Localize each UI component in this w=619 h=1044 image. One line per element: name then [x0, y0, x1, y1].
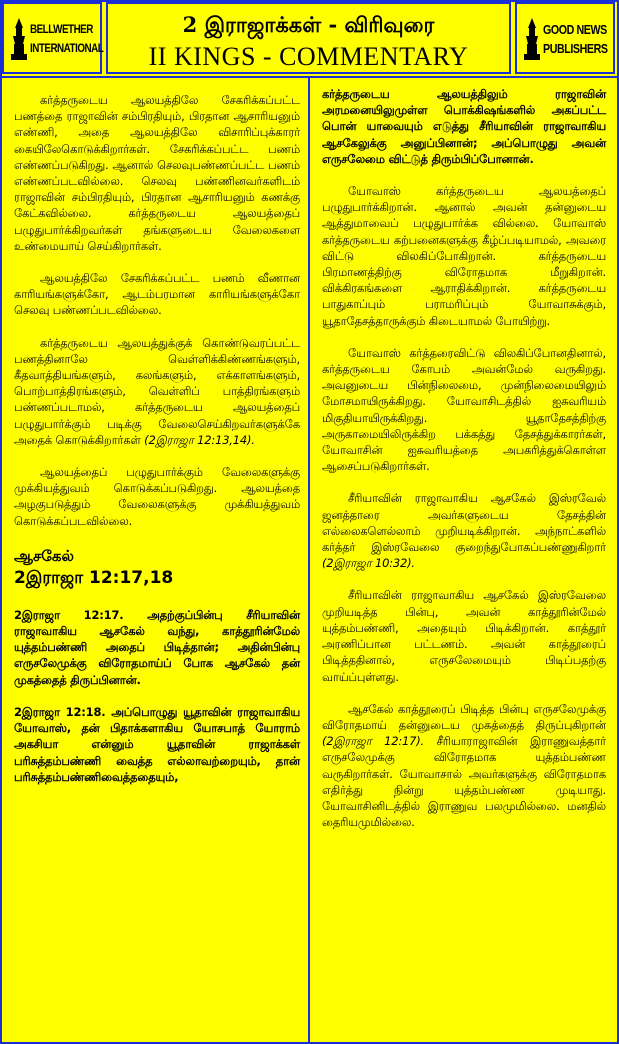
scripture-reference: (2இராஜா 12:13,14). [144, 432, 255, 447]
section-heading [14, 545, 300, 589]
scripture-reference: (2இராஜா 10:32). [322, 556, 415, 571]
paragraph [14, 270, 300, 319]
paragraph [322, 701, 606, 831]
paragraph-text: சீரியாராஜாவின் இராணுவத்தார் எருசலேமுக்கு விரோதமாக யுத்தம்பண்ண வருகிறார்கள். யோவாசால் அவர்களுக்கு விரோதமாக எதிர்த்து நின்று யுத்தம்பண்ண முடியாது. யோவாசினிடத்தில் இராணுவ பலமுமில்லை. மனதில் தைரியமுமில்லை. [322, 734, 606, 830]
section-heading-name: ஆசகேல் [14, 546, 74, 565]
scripture-reference: (2இராஜா 12:17). [322, 734, 425, 749]
paragraph-text: யோவாஸ் கர்த்தருடைய ஆலயத்தைப் பழுதுபார்க்கிறான். ஆனால் அவன் தன்னுடைய ஆத்துமாவைப் பழுதுபார்க்க வில்லை. யோவாஸ் கர்த்தருடைய கற்பனைகளுக்கு கீழ்ப்படியாமல், அவரை விட்டு விலகிப்போகிறான். கர்த்தருடைய பிரமாணத்திற்கு விரோதமாக மீறுகிறான். விக்கிரகங்களை ஆராதிக்கிறான். கர்த்தருடைய பாதுகாப்பும் பராமரிப்பும் யோவாசுக்கும், யூதாதேசத்தாருக்கும் கிடையாமல் போயிற்று. [322, 184, 606, 328]
paragraph-text: ஆலயத்திலே சேகரிக்கப்பட்ட பணம் வீணான காரியங்களுக்கோ, ஆடம்பரமான காரியங்களுக்கோ செலவு பண்ணப்படவில்லை. [14, 271, 300, 318]
logo-line-1: BELLWETHER [30, 22, 93, 36]
scripture-verse [14, 607, 300, 688]
paragraph [322, 490, 606, 571]
bellwether-logo-text [30, 20, 104, 58]
paragraph [322, 345, 606, 475]
page-header [0, 0, 619, 78]
title-tamil: 2 இராஜாக்கள் - விரிவுரை [182, 12, 435, 37]
title-box [106, 2, 511, 74]
paragraph-text: ஆலயத்தைப் பழுதுபார்க்கும் வேலைகளுக்கு முக்கியத்துவம் கொடுக்கப்படுகிறது. ஆலயத்தை அழகுபடுத்தும் வேலைகளுக்கு முக்கியத்துவம் கொடுக்கப்படவில்லை. [14, 465, 300, 528]
paragraph-text: ஆசகேல் காத்தூரைப் பிடித்த பின்பு எருசலேமுக்கு விரோதமாய் தன்னுடைய முகத்தைத் திருப்புகிறான் [322, 701, 606, 732]
section-heading-reference: 2இராஜா 12:17,18 [14, 567, 174, 588]
scripture-verse [322, 86, 606, 167]
verse-text: கர்த்தருடைய ஆலயத்திலும் ராஜாவின் அரமனையிலுமுள்ள பொக்கிஷங்களில் அகப்பட்ட பொன் யாவையும் எடுத்து சீரியாவின் ராஜாவாகிய ஆசகேலுக்கு அனுப்பினான்; அப்பொழுது அவன் எருசலேமை விட்டுத் திரும்பிப்போனான். [322, 87, 606, 166]
paragraph [14, 464, 300, 529]
paragraph-text: யோவாஸ் கர்த்தரைவிட்டு விலகிப்போனதினால், கர்த்தருடைய கோபம் அவன்மேல் வருகிறது. அவனுடைய பின்நிலைமை, முன்நிலைமையிலும் மோசமாயிருக்கிறது. யோவாசிடத்தில் ஐசுவரியம் மிகுதியாயிருக்கிறது. யூதாதேசத்திற்கு அருகாமையிலிருக்கிற பக்கத்து தேசத்துக்காரர்கள், யோவாசின் ஐசுவரியத்தை அபகரித்துக்கொள்ள ஆசைப்படுகிறார்கள். [322, 345, 606, 474]
right-column [322, 86, 606, 846]
paragraph [322, 183, 606, 329]
scripture-verse [14, 704, 300, 785]
good-news-logo-text [543, 20, 608, 58]
paragraph [14, 92, 300, 254]
paragraph [322, 587, 606, 684]
bell-tower-icon [523, 18, 541, 60]
good-news-logo [515, 2, 615, 74]
paragraph-text: சீரியாவின் ராஜாவாகிய ஆசகேல் இஸ்ரவேல் ஜனத்தாரை அவர்களுடைய தேசத்தின் எல்லைகளெல்லாம் முறியடிக்கிறான். அந்நாட்களில் கர்த்தர் இஸ்ரவேலை குறைந்துபோகப்பண்ணுகிறார் [322, 491, 606, 555]
paragraph-text: கர்த்தருடைய ஆலயத்துக்குக் கொண்டுவரப்பட்ட பணத்தினாலே வெள்ளிக்கிண்ணங்களும், கீதவாத்தியங்களும், கலங்களும், எக்காளங்களும், பொற்பாத்திரங்களும், வெள்ளிப் பாத்திரங்களும் பண்ணப்படாமல், கர்த்தருடைய ஆலயத்தைப் பழுதுபார்க்கும் படிக்கு வேலைசெய்கிறவர்களுக்கே அதைக் கொடுக்கிறார்கள் [14, 335, 300, 447]
left-column [14, 92, 300, 801]
paragraph-text: கர்த்தருடைய ஆலயத்திலே சேகரிக்கப்பட்ட பணத்தை ராஜாவின் சம்பிரதியும், பிரதான ஆசாரியனும் எண்ணி, அதை ஆலயத்திலே விசாரிப்புக்காரர் கையிலேகொடுக்கிறார்கள். சேகரிக்கப்பட்ட பணம் எண்ணப்படுகிறது. ஆனால் செலவுபண்ணப்பட்ட பணம் எண்ணப்படவில்லை. செலவு பண்ணினவர்களிடம் ராஜாவின் சம்பிரதியும், பிரதான ஆசாரியனும் கணக்கு கேட்கவில்லை. கர்த்தருடைய ஆலயத்தைப் பழுதுபார்க்கிறவர்கள் தங்களுடைய வேலைகளை உண்மையாய் செய்கிறார்கள். [14, 93, 300, 253]
paragraph-text: சீரியாவின் ராஜாவாகிய ஆசகேல் இஸ்ரவேலை முறியடித்த பின்பு, அவன் காத்தூரின்மேல் யுத்தம்பண்ணி, அதையும் பிடிக்கிறான். காத்தூர் அரணிப்பான பட்டணம். அவன் காத்தூரைப் பிடித்ததினால், எருசலேமையும் பிடிப்பதற்கு வாய்ப்புள்ளது. [322, 588, 606, 684]
logo-line-2: INTERNATIONAL [30, 41, 104, 55]
bell-tower-icon [10, 18, 28, 60]
column-divider [308, 78, 310, 1044]
logo-line-1: GOOD NEWS [543, 22, 607, 37]
verse-text: 2இராஜா 12:18. அப்பொழுது யூதாவின் ராஜாவாகிய யோவாஸ், தன் பிதாக்களாகிய யோசபாத் யோராம் அகசியா என்னும் யூதாவின் ராஜாக்கள் பரிசுத்தம்பண்ணி வைத்த எல்லாவற்றையும், தான் பரிசுத்தம்பண்ணிவைத்ததையும், [14, 704, 300, 784]
bellwether-logo [2, 2, 102, 74]
logo-line-2: PUBLISHERS [543, 41, 608, 56]
title-english: II KINGS - COMMENTARY [148, 42, 469, 71]
paragraph [14, 335, 300, 448]
verse-text: 2இராஜா 12:17. அதற்குப்பின்பு சீரியாவின் ராஜாவாகிய ஆசகேல் வந்து, காத்தூரின்மேல் யுத்தம்பண்ணி அதைப் பிடித்தான்; அதின்பின்பு எருசலேமுக்கு விரோதமாய்ப் போக ஆசகேல் தன் முகத்தைத் திருப்பினான். [14, 607, 300, 687]
